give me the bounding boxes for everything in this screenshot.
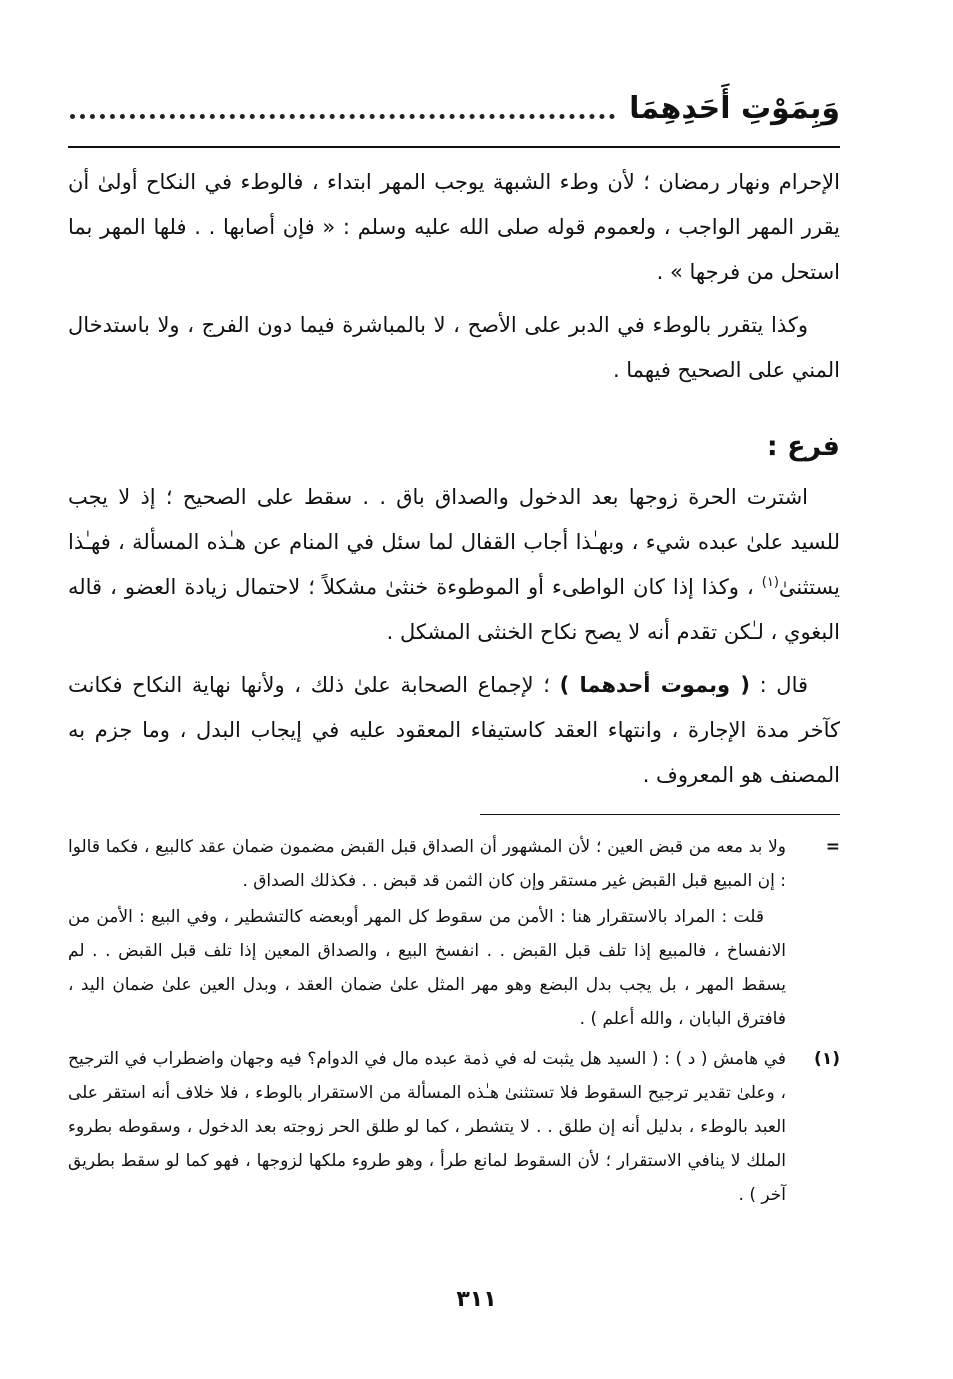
header-rule: [68, 146, 840, 148]
paragraph-2: وكذا يتقرر بالوطء في الدبر على الأصح ، لا بالمباشرة فيما دون الفرج ، ولا باستدخال المني على الصحيح فيهما .: [68, 313, 840, 382]
footnote-1-text: في هامش ( د ) : ( السيد هل يثبت له في ذمة عبده مال في الدوام؟ فيه وجهان واضطراب في الترجيح ، وعلىٰ تقدير ترجيح السقوط فلا تستثنىٰ هـٰذه المسألة من الاستقرار بالوطء ، فلا خلاف أنه استقر على العبد بالوطء ، بدليل أنه إن طلق . . لا يتشطر ، كما لو طلق الحر زوجته بعد الدخول ، وسقوطه بطروء الملك لا ينافي الاستقرار ؛ لأن السقوط لمانع طرأ ، وهو طروء ملكها لزوجها ، فهو كما لو سقط بطريق آخر ) .: [68, 1049, 786, 1205]
quoted-matn-text: ( وبموت أحدهما ): [559, 673, 750, 697]
paragraph-4: [68, 663, 840, 798]
footnote-reference-1[interactable]: (١): [761, 575, 779, 590]
paragraph-4-part-b: ؛ لإجماع الصحابة علىٰ ذلك ، ولأنها نهاية النكاح فكانت كآخر مدة الإجارة ، وانتهاء العقد كاستيفاء المعقود عليه في إيجاب البدل ، وما جزم به المصنف هو المعروف .: [68, 673, 840, 787]
header-dot-leader: [70, 112, 615, 119]
footnote-1-body: [68, 1042, 786, 1214]
running-title: وَبِمَوْتِ أَحَدِهِمَا: [629, 90, 840, 126]
section-heading: فرع :: [766, 431, 840, 462]
footnotes: [68, 830, 840, 1218]
footnote-1-marker: (١): [814, 1049, 840, 1069]
footnote-1: [68, 1042, 840, 1214]
paragraph-3-part-a: اشترت الحرة زوجها بعد الدخول والصداق باق . . سقط على الصحيح ؛ إذ لا يجب للسيد علىٰ عبده شيء ، وبهـٰذا أجاب القفال لما سئل في المنام عن هـٰذه المسألة ، فهـٰذا يستثنىٰ: [68, 485, 840, 599]
paragraph-1: الإحرام ونهار رمضان ؛ لأن وطء الشبهة يوجب المهر ابتداء ، فالوطء في النكاح أولىٰ أن يقرر المهر الواجب ، ولعموم قوله صلى الله عليه وسلم : « فإن أصابها . . فلها المهر بما استحل من فرجها » .: [68, 170, 840, 284]
footnote-continuation-paragraph-2: قلت : المراد بالاستقرار هنا : الأمن من سقوط كل المهر أوبعضه كالتشطير ، وفي البيع : الأمن من الانفساخ ، فالمبيع إذا تلف قبل القبض . . انفسخ البيع ، والصداق المعين إذا تلف قبل القبض . . لم يسقط المهر ، بل يجب بدل البضع وهو مهر المثل علىٰ ضمان العقد ، وبدل العين علىٰ ضمان اليد ، فافترق البابان ، والله أعلم ) .: [68, 907, 786, 1029]
footnote-continuation-body: [68, 830, 786, 1038]
main-text: [68, 160, 840, 806]
footnote-continuation: [68, 830, 840, 1038]
continuation-marker: =: [825, 837, 840, 857]
page-number: ٣١١: [456, 1287, 497, 1312]
paragraph-4-part-a: قال :: [749, 673, 809, 697]
paragraph-3: [68, 475, 840, 655]
footnote-continuation-paragraph-1: ولا بد معه من قبض العين ؛ لأن المشهور أن الصداق قبل القبض مضمون ضمان عقد كالبيع ، فكما قالوا : إن المبيع قبل القبض غير مستقر وإن كان الثمن قد قبض . . فكذلك الصداق .: [68, 837, 786, 891]
footnote-separator: [480, 814, 840, 815]
running-header: [70, 84, 840, 132]
paragraph-3-part-b: ، وكذا إذا كان الواطىء أو الموطوءة خنثىٰ مشكلاً ؛ لاحتمال زيادة العضو ، قاله البغوي ، لـٰكن تقدم أنه لا يصح نكاح الخنثى المشكل .: [68, 575, 840, 644]
